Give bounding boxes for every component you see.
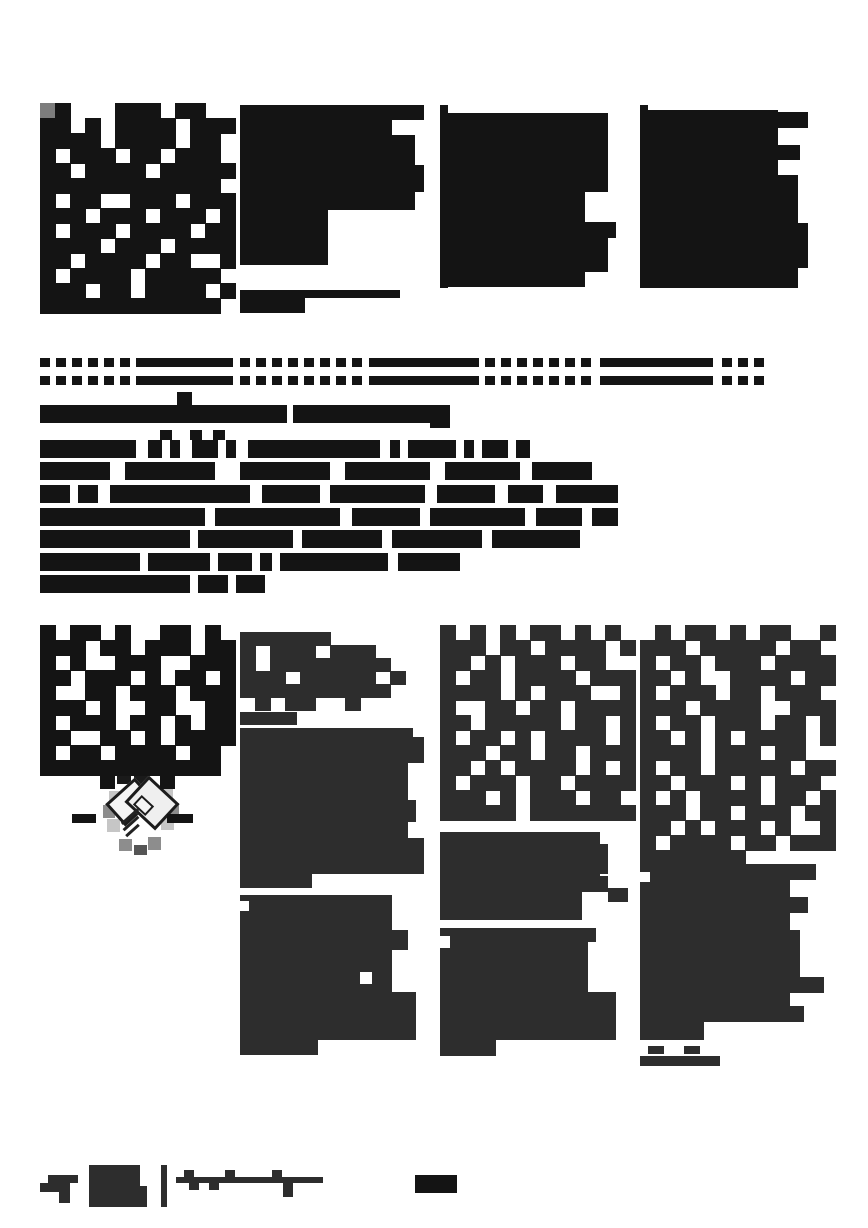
handshake-pixel [107, 819, 120, 832]
handshake-pixel [119, 839, 132, 851]
handshake-pixel [148, 837, 161, 850]
handshake-pixel [134, 845, 147, 855]
